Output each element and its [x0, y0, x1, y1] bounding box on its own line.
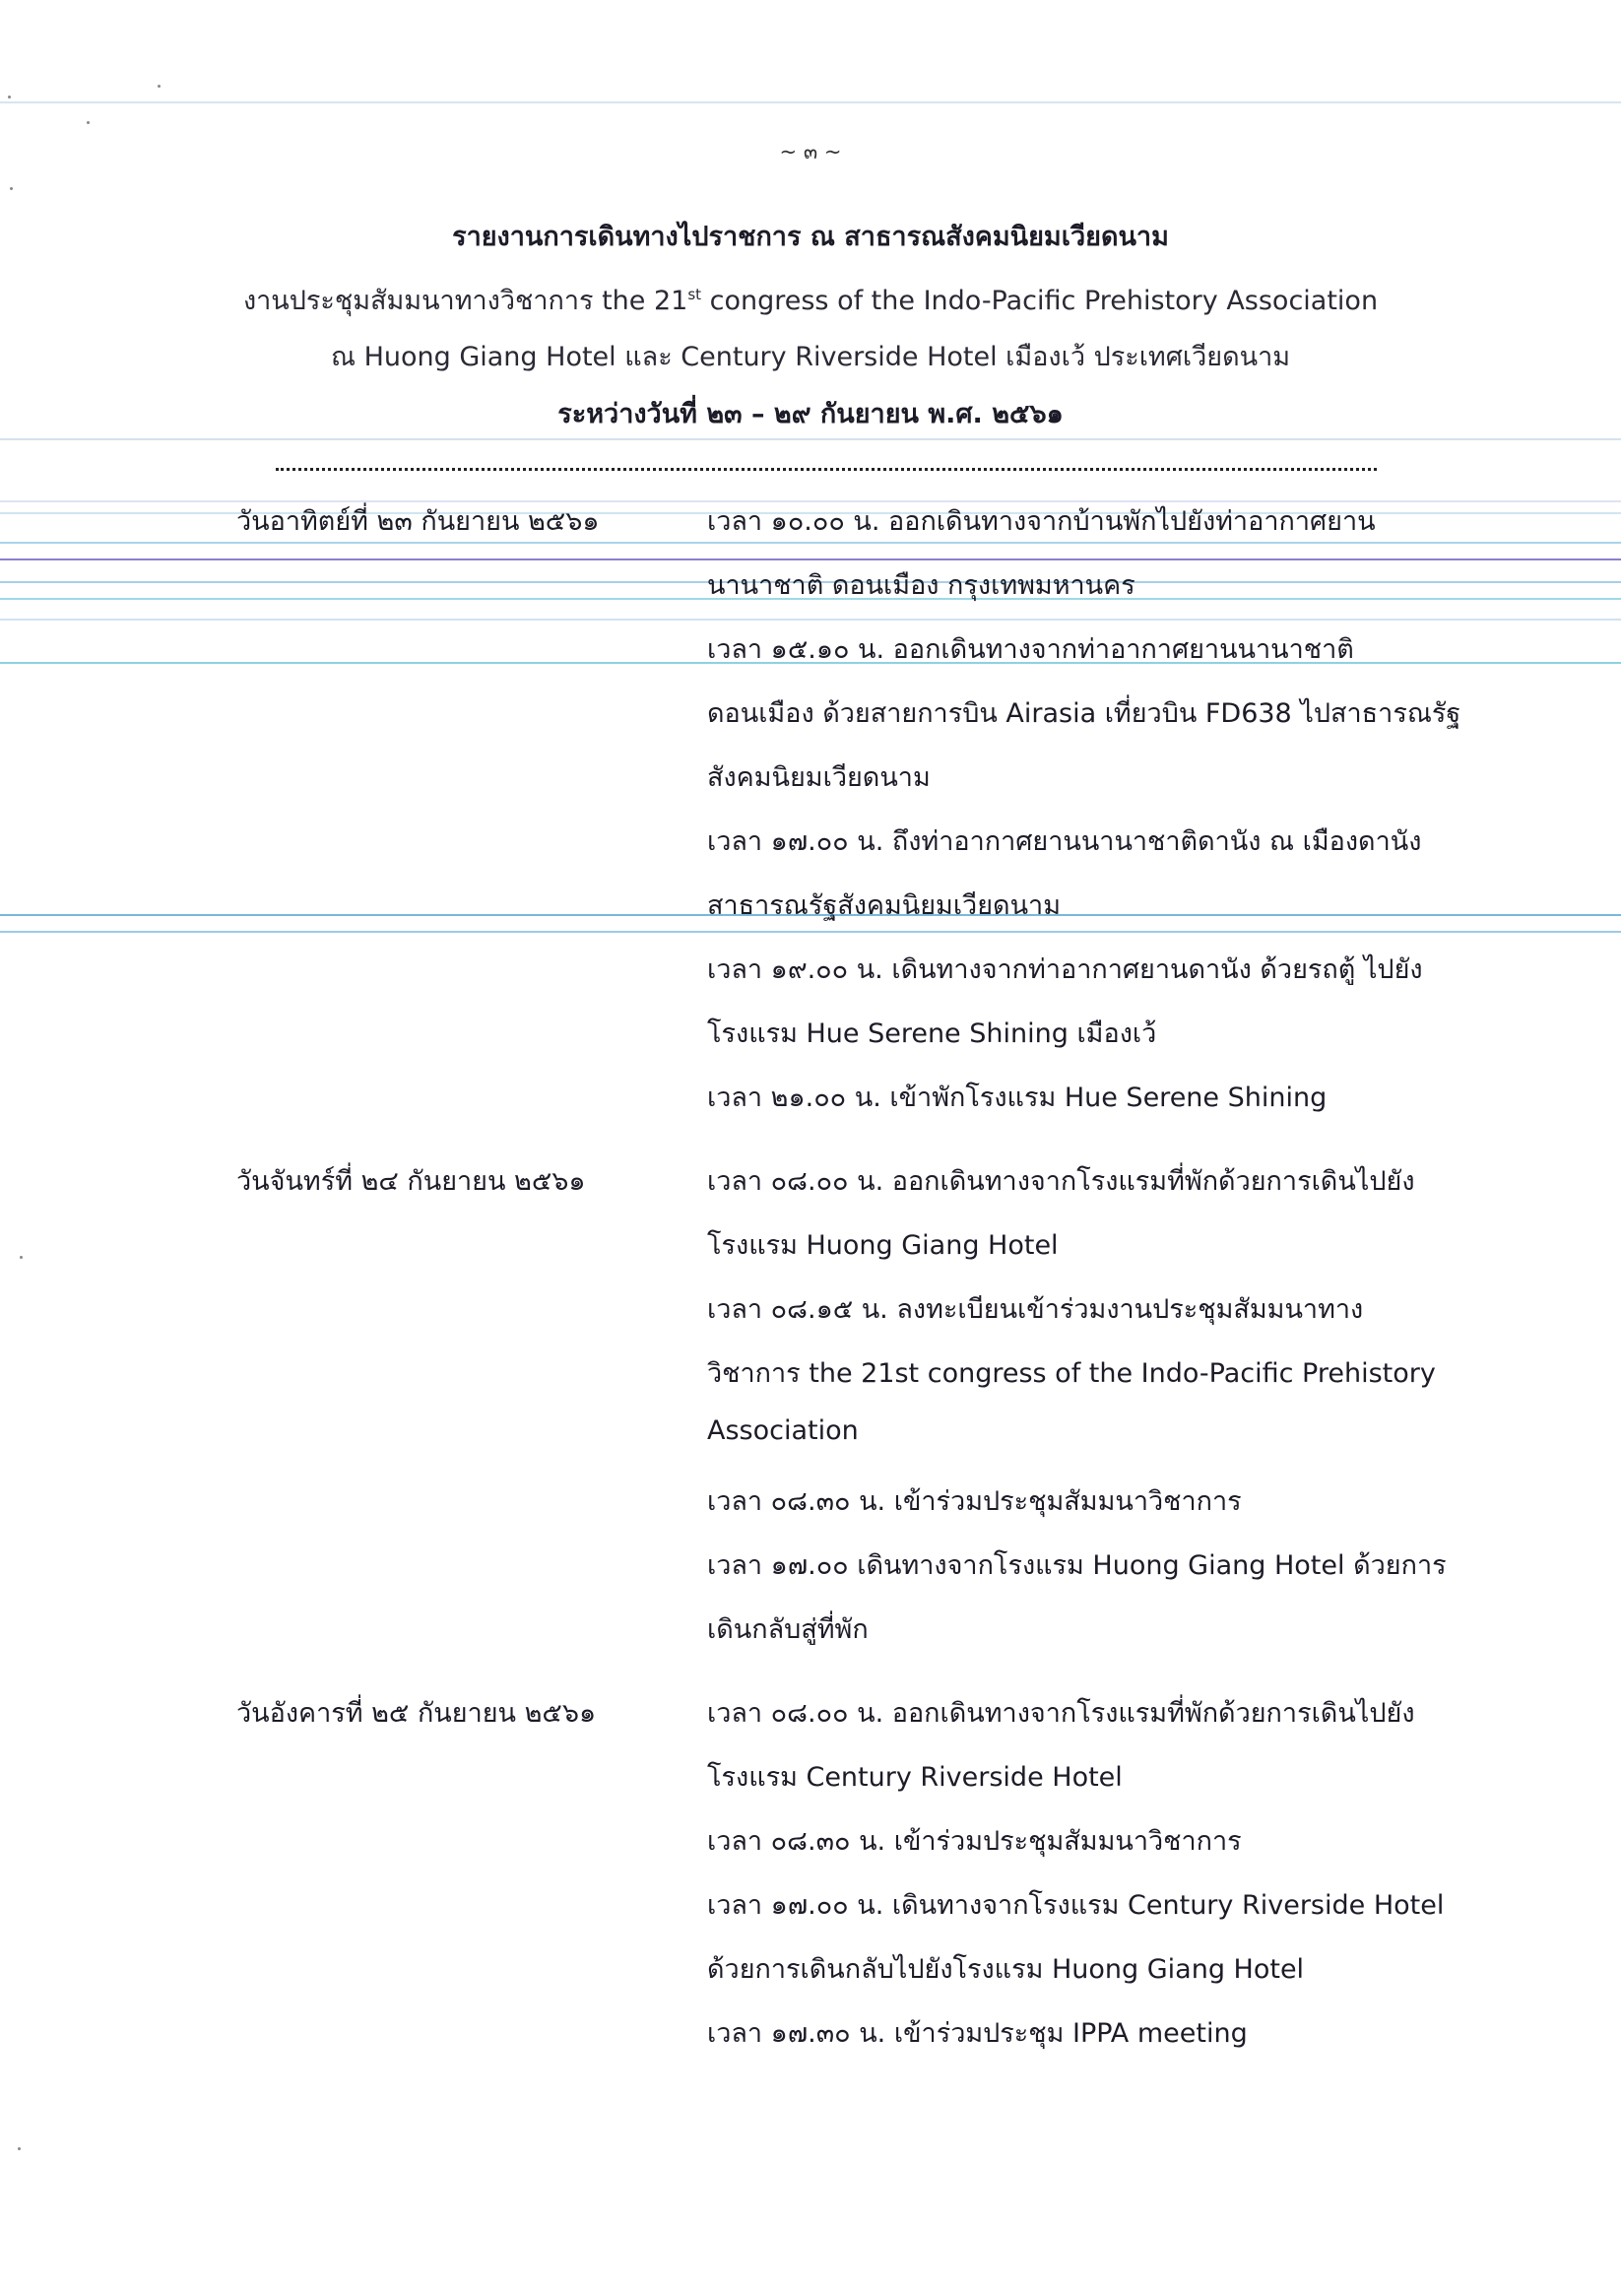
page-number: ~ ๓ ~ — [779, 140, 842, 164]
schedule-line: ด้วยการเดินกลับไปยังโรงแรม Huong Giang Hotel — [707, 1954, 1305, 1985]
ordinal-suffix: st — [687, 286, 702, 303]
schedule-line: เวลา ๑๗.๐๐ น. ถึงท่าอากาศยานนานาชาติดานัง ณ เมืองดานัง — [707, 826, 1422, 857]
day-label-tuesday: วันอังคารที่ ๒๕ กันยายน ๒๕๖๑ — [236, 1698, 597, 1729]
schedule-line: เวลา ๐๘.๓๐ น. เข้าร่วมประชุมสัมมนาวิชาการ — [707, 1486, 1242, 1517]
subtitle-line-2: ณ Huong Giang Hotel และ Century Riverside Hotel เมืองเว้ ประเทศเวียดนาม — [330, 342, 1291, 372]
schedule-line: โรงแรม Huong Giang Hotel — [707, 1230, 1059, 1261]
subtitle-text-end: congress of the Indo-Pacific Prehistory Association — [701, 286, 1379, 316]
schedule-line: เวลา ๑๕.๑๐ น. ออกเดินทางจากท่าอากาศยานนานาชาติ — [707, 634, 1354, 665]
schedule-line: เวลา ๐๘.๓๐ น. เข้าร่วมประชุมสัมมนาวิชาการ — [707, 1826, 1242, 1857]
scan-artifact-line — [0, 931, 1621, 933]
schedule-line: เวลา ๑๗.๐๐ น. เดินทางจากโรงแรม Century Riverside Hotel — [707, 1890, 1445, 1921]
scan-artifact-line — [0, 438, 1621, 440]
document-title: รายงานการเดินทางไปราชการ ณ สาธารณสังคมนิยมเวียดนาม — [452, 222, 1169, 252]
schedule-line: เดินกลับสู่ที่พัก — [707, 1614, 869, 1645]
schedule-line: สังคมนิยมเวียดนาม — [707, 762, 931, 793]
schedule-line: เวลา ๑๗.๐๐ เดินทางจากโรงแรม Huong Giang Hotel ด้วยการ — [707, 1550, 1447, 1581]
scan-speck — [8, 96, 11, 98]
scan-speck — [20, 1256, 23, 1259]
schedule-line: โรงแรม Hue Serene Shining เมืองเว้ — [707, 1018, 1157, 1049]
scan-speck — [10, 187, 13, 190]
schedule-line: Association — [707, 1415, 859, 1446]
schedule-line: เวลา ๐๘.๑๕ น. ลงทะเบียนเข้าร่วมงานประชุมสัมมนาทาง — [707, 1294, 1364, 1325]
schedule-line: เวลา ๑๙.๐๐ น. เดินทางจากท่าอากาศยานดานัง ด้วยรถตู้ ไปยัง — [707, 954, 1423, 985]
scan-speck — [87, 121, 90, 124]
subtitle-line-1 — [0, 279, 1621, 321]
scan-artifact-line — [0, 542, 1621, 544]
schedule-line: วิชาการ the 21st congress of the Indo-Pacific Prehistory — [707, 1358, 1436, 1389]
scan-artifact-line — [0, 619, 1621, 621]
scan-speck — [158, 85, 161, 88]
dotted-divider — [276, 468, 1377, 471]
scan-artifact-line — [0, 558, 1621, 560]
schedule-line: ดอนเมือง ด้วยสายการบิน Airasia เที่ยวบิน FD638 ไปสาธารณรัฐ — [707, 698, 1461, 729]
schedule-line: เวลา ๒๑.๐๐ น. เข้าพักโรงแรม Hue Serene Shining — [707, 1082, 1328, 1113]
date-range: ระหว่างวันที่ ๒๓ – ๒๙ กันยายน พ.ศ. ๒๕๖๑ — [557, 399, 1064, 429]
schedule-line: สาธารณรัฐสังคมนิยมเวียดนาม — [707, 890, 1061, 921]
scan-speck — [18, 2147, 21, 2150]
schedule-line: นานาชาติ ดอนเมือง กรุงเทพมหานคร — [707, 570, 1135, 601]
day-label-monday: วันจันทร์ที่ ๒๔ กันยายน ๒๕๖๑ — [236, 1166, 586, 1197]
schedule-line: เวลา ๑๐.๐๐ น. ออกเดินทางจากบ้านพักไปยังท่าอากาศยาน — [707, 506, 1376, 537]
scan-artifact-line — [0, 101, 1621, 103]
subtitle-text-start: งานประชุมสัมมนาทางวิชาการ the 21 — [242, 286, 688, 316]
schedule-line: เวลา ๑๗.๓๐ น. เข้าร่วมประชุม IPPA meeting — [707, 2018, 1248, 2049]
schedule-line: เวลา ๐๘.๐๐ น. ออกเดินทางจากโรงแรมที่พักด้วยการเดินไปยัง — [707, 1166, 1415, 1197]
day-label-sunday: วันอาทิตย์ที่ ๒๓ กันยายน ๒๕๖๑ — [236, 506, 600, 537]
schedule-line: เวลา ๐๘.๐๐ น. ออกเดินทางจากโรงแรมที่พักด้วยการเดินไปยัง — [707, 1698, 1415, 1729]
schedule-line: โรงแรม Century Riverside Hotel — [707, 1762, 1123, 1793]
